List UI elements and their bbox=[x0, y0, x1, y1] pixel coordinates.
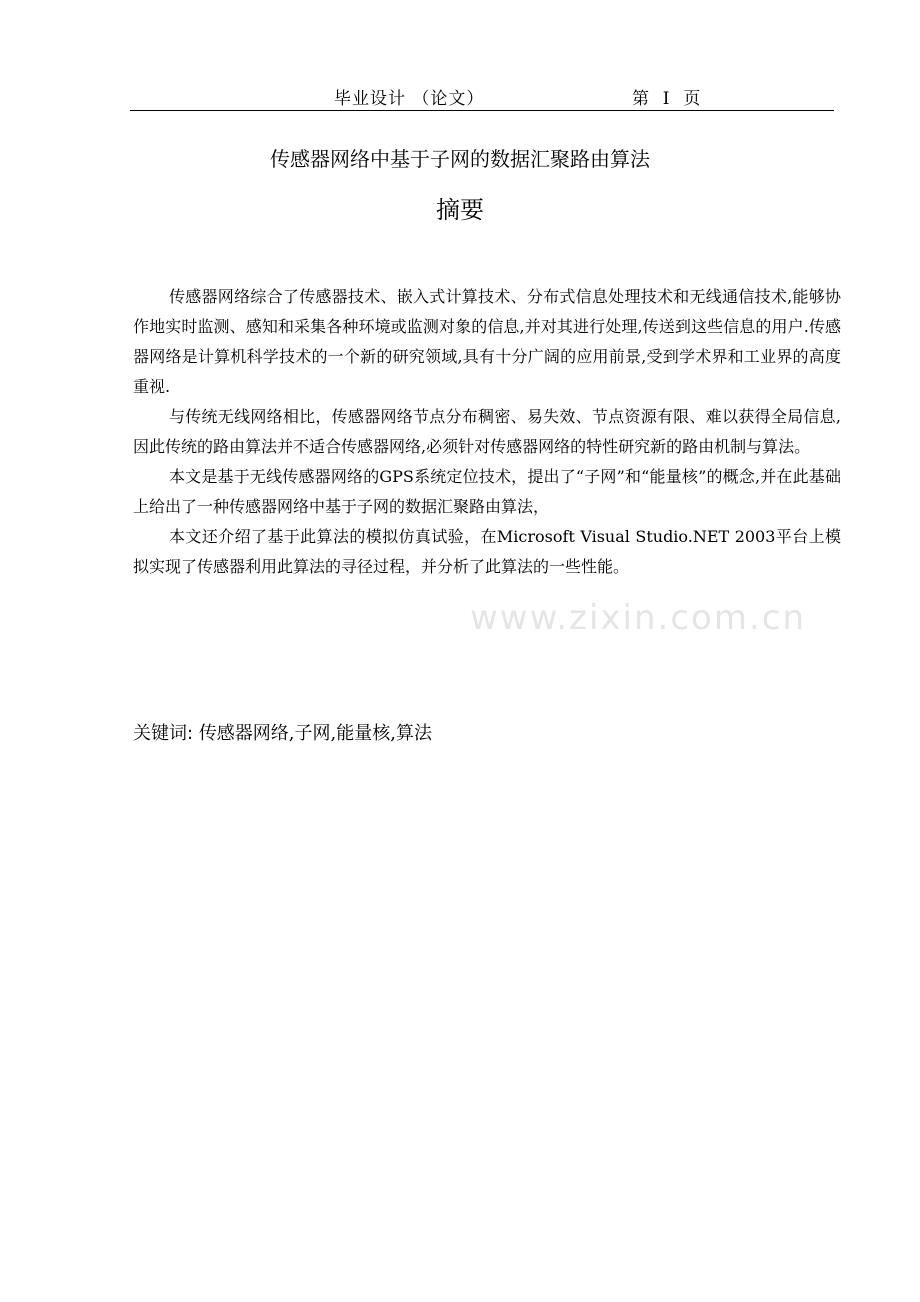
header-doc-type: 毕业设计 （论文） bbox=[334, 89, 485, 109]
keywords-line bbox=[133, 720, 841, 748]
keywords-label: 关键词: bbox=[133, 723, 194, 744]
watermark: www.zixin.com.cn bbox=[470, 598, 806, 638]
abstract-paragraph-4: 本文还介绍了基于此算法的模拟仿真试验，在Microsoft Visual Studio.NET 2003平台上模拟实现了传感器利用此算法的寻径过程，并分析了此算法的一些性能。 bbox=[133, 527, 841, 576]
abstract-paragraph-3: 本文是基于无线传感器网络的GPS系统定位技术，提出了“子网”和“能量核”的概念,并在此基础上给出了一种传感器网络中基于子网的数据汇聚路由算法， bbox=[133, 467, 841, 516]
abstract-paragraph-1: 传感器网络综合了传感器技术、嵌入式计算技术、分布式信息处理技术和无线通信技术,能够协作地实时监测、感知和采集各种环境或监测对象的信息,并对其进行处理,传送到这些信息的用户.传感器网络是计算机科学技术的一个新的研究领域,具有十分广阔的应用前景,受到学术界和工业界的高度重视. bbox=[133, 287, 841, 396]
keywords-values: 传感器网络,子网,能量核,算法 bbox=[198, 723, 432, 744]
abstract-heading: 摘要 bbox=[436, 196, 484, 224]
header-rule bbox=[130, 110, 834, 111]
header-page-number: 第 I 页 bbox=[632, 89, 702, 109]
page-header bbox=[130, 84, 834, 110]
document-title: 传感器网络中基于子网的数据汇聚路由算法 bbox=[270, 147, 650, 171]
abstract-paragraph-2: 与传统无线网络相比，传感器网络节点分布稠密、易失效、节点资源有限、难以获得全局信息,因此传统的路由算法并不适合传感器网络,必须针对传感器网络的特性研究新的路由机制与算法。 bbox=[133, 407, 841, 456]
abstract-body bbox=[133, 282, 841, 582]
